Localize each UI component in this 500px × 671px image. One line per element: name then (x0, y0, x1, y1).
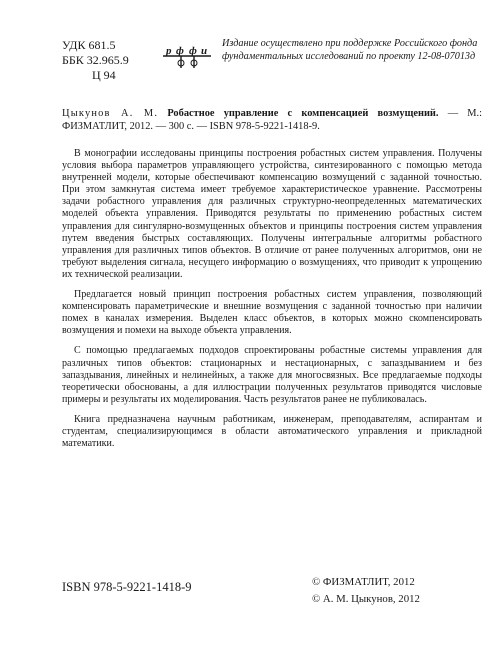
biblio-author: Цыкунов А. М. (62, 108, 159, 119)
abstract-paragraph: С помощью предлагаемых подходов спроектированы робастные системы управления для различных типов объектов: стационарных и нестационарных, с запаздыванием и без запаздывания, линейных и нелинейных, а также для многосвязных. Все предлагаемые подходы теоретически обоснованы, а для иллюстрации полученных результатов приводятся числовые примеры и результаты их моделирования. Часть результатов ранее не публиковалась. (62, 345, 482, 405)
udk-code: УДК 681.5 (62, 38, 116, 52)
bbk-code: ББК 32.965.9 (62, 53, 129, 67)
biblio-publisher-info: — М.: ФИЗМАТЛИТ, 2012. — 300 с. — ISBN 978-5-9221-1418-9. (62, 108, 483, 132)
bibliographic-record (62, 107, 482, 133)
abstract-paragraph: Книга предназначена научным работникам, инженерам, преподавателям, аспирантам и студентам, специализирующимся в области автоматического управления и прикладной математики. (62, 413, 482, 450)
abstract-paragraph: В монографии исследованы принципы построения робастных систем управления. Получены условия выбора параметров управляющего устройства, синтезированного с помощью метода внутренней модели, которые обеспечивают компенсацию возмущений с заданной точностью. При этом замкнутая система имеет требуемое характеристическое уравнение. Рассмотрены задачи робастного управления для различных структурно-неопределенных математических моделей объекта управления. Приводятся результаты по применению робастных систем управления для сингулярно-возмущенных объектов и принципы построения систем управления путем введения быстрых составляющих. Получены интегральные алгоритмы робастного управления для различных типов объектов. В отличие от ранее полученных алгоритмов, они не требуют выделения сигнала, несущего информацию о возмущениях, что приводит к упрощению их технической реализации. (62, 148, 482, 280)
grant-note: Издание осуществлено при поддержке Российского фонда фундаментальных исследований по проекту 12-08-07013д (222, 38, 478, 62)
copyright-notices (312, 574, 420, 608)
classification-codes (62, 38, 129, 83)
biblio-title: Робастное управление с компенсацией возмущений. (167, 108, 439, 119)
rffi-logo-icon (163, 43, 211, 71)
abstract (62, 148, 482, 458)
copyright-publisher: © ФИЗМАТЛИТ, 2012 (312, 576, 415, 588)
svg-text:ф: ф (189, 45, 197, 57)
svg-text:ф: ф (176, 45, 184, 57)
isbn: ISBN 978-5-9221-1418-9 (62, 580, 192, 594)
copyright-author: © А. М. Цыкунов, 2012 (312, 593, 420, 605)
svg-text:p: p (166, 45, 172, 57)
abstract-paragraph: Предлагается новый принцип построения робастных систем управления, позволяющий компенсировать параметрические и внешние возмущения с заданной точностью при наличии помех в каналах измерения. Выделен класс объектов, в которых можно скомпенсировать возмущения и помехи на выходе объекта управления. (62, 289, 482, 337)
svg-text:и: и (201, 45, 208, 57)
author-mark-code: Ц 94 (92, 68, 116, 82)
